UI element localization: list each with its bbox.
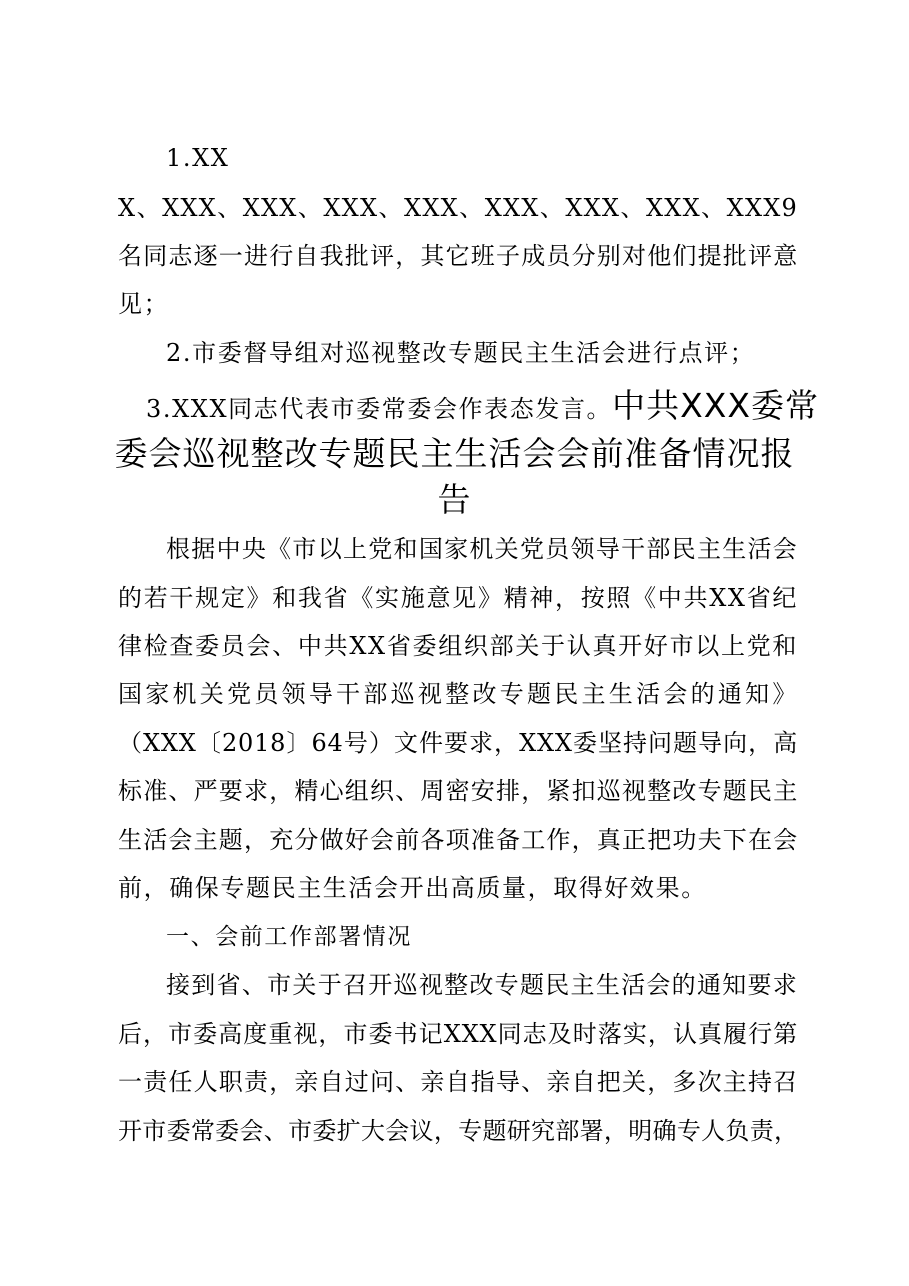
list-item-1-line-1: 1.XX (166, 144, 230, 172)
section-line-1: 接到省、市关于召开巡视整改专题民主生活会的通知要求 (166, 971, 798, 999)
intro-line-6: 标准、严要求，精心组织、周密安排，紧扣巡视整改专题民主 (118, 777, 799, 805)
intro-line-1: 根据中央《市以上党和国家机关党员领导干部民主生活会 (166, 535, 798, 563)
section-heading: 一、会前工作部署情况 (166, 924, 412, 950)
intro-line-4: 国家机关党员领导干部巡视整改专题民主生活会的通知》 (118, 680, 798, 708)
intro-line-5: （XXX〔2018〕64号）文件要求，XXX委坚持问题导向，高 (118, 729, 798, 757)
page-title-line-3: 告 (437, 480, 472, 519)
list-item-3 (146, 386, 846, 429)
intro-line-7: 生活会主题，充分做好会前各项准备工作，真正把功夫下在会 (118, 826, 799, 854)
page-title-line-2: 委会巡视整改专题民主生活会会前准备情况报 (114, 434, 795, 473)
intro-line-8: 前，确保专题民主生活会开出高质量，取得好效果。 (118, 874, 707, 902)
section-line-2: 后，市委高度重视，市委书记XXX同志及时落实，认真履行第 (118, 1020, 798, 1048)
list-item-1-line-2: X、XXX、XXX、XXX、XXX、XXX、XXX、XXX、XXX9 (118, 194, 798, 222)
list-item-1-line-4: 见； (118, 290, 170, 318)
list-item-1-line-3: 名同志逐一进行自我批评，其它班子成员分别对他们提批评意 (118, 242, 799, 270)
section-line-4: 开市委常委会、市委扩大会议，专题研究部署，明确专人负责， (118, 1117, 798, 1145)
intro-line-2: 的若干规定》和我省《实施意见》精神，按照《中共XX省纪 (118, 584, 798, 612)
section-line-3: 一责任人职责，亲自过问、亲自指导、亲自把关，多次主持召 (118, 1068, 799, 1096)
page-title-part-1: 中共XXX委常 (612, 386, 819, 425)
list-item-2: 2.市委督导组对巡视整改专题民主生活会进行点评； (166, 339, 756, 367)
list-item-3-text: 3.XXX同志代表市委常委会作表态发言。 (146, 395, 613, 423)
intro-line-3: 律检查委员会、中共XX省委组织部关于认真开好市以上党和 (118, 632, 798, 660)
